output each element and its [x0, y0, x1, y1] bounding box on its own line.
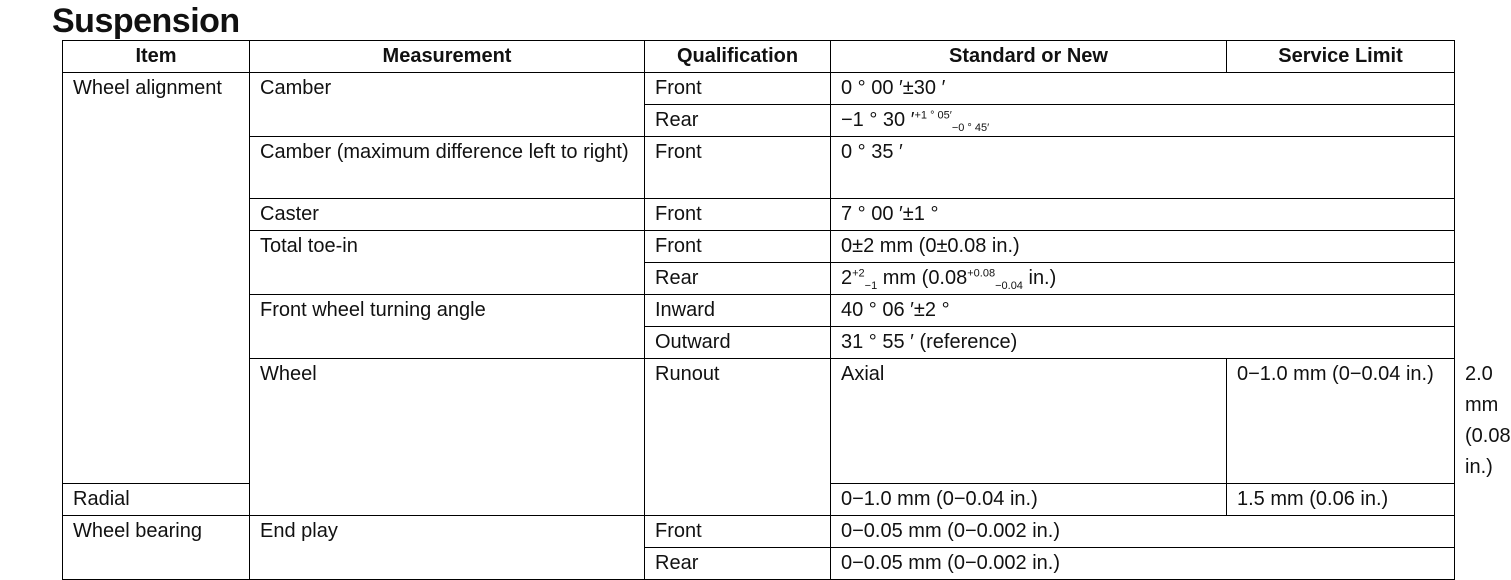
value-c: in.) [1022, 267, 1057, 289]
table-row [63, 295, 1455, 327]
value-main: −1 ° 30 ′ [841, 109, 915, 131]
standard-cell: 0−0.05 mm (0−0.002 in.) [831, 548, 1455, 580]
tolerance-minus: −0 ° 45′ [951, 122, 990, 134]
qualification-cell: Axial [831, 359, 1227, 484]
header-standard: Standard or New [831, 41, 1227, 73]
value-a: 2 [841, 267, 853, 289]
suspension-spec-table [62, 40, 1511, 580]
measurement-cell: Total toe-in [250, 231, 645, 295]
qualification-cell: Front [645, 73, 831, 105]
measurement-cell: Camber (maximum difference left to right) [250, 137, 645, 199]
standard-cell [831, 263, 1455, 295]
tolerance-plus: +1 ° 05′ [914, 109, 952, 122]
measurement-cell: Camber [250, 73, 645, 137]
item-cell: Wheel [250, 359, 645, 516]
table-row [63, 73, 1455, 105]
service-limit-cell: 1.5 mm (0.06 in.) [1227, 484, 1455, 516]
qualification-cell: Outward [645, 327, 831, 359]
standard-cell: 0−0.05 mm (0−0.002 in.) [831, 516, 1455, 548]
qualification-cell: Rear [645, 105, 831, 137]
standard-cell: 0−1.0 mm (0−0.04 in.) [1227, 359, 1455, 484]
value-b: mm (0.08 [877, 267, 968, 289]
tolerance-plus: +2 [852, 267, 865, 280]
tolerance-minus: −0.04 [995, 280, 1023, 292]
qualification-cell: Front [645, 231, 831, 263]
standard-cell: 31 ° 55 ′ (reference) [831, 327, 1455, 359]
standard-cell: 7 ° 00 ′±1 ° [831, 199, 1455, 231]
measurement-cell: Caster [250, 199, 645, 231]
standard-cell: 40 ° 06 ′±2 ° [831, 295, 1455, 327]
qualification-cell: Rear [645, 548, 831, 580]
tolerance-minus: −1 [864, 280, 878, 292]
table-row [63, 231, 1455, 263]
table-row: Wheel Runout Axial 0−1.0 mm (0−0.04 in.) 2.0 mm (0.08 in.) [63, 359, 1455, 484]
table-row [63, 137, 1455, 199]
qualification-cell: Inward [645, 295, 831, 327]
standard-cell: 0±2 mm (0±0.08 in.) [831, 231, 1455, 263]
standard-cell [831, 105, 1455, 137]
qualification-cell: Front [645, 137, 831, 199]
header-measurement: Measurement [250, 41, 645, 73]
header-qualification: Qualification [645, 41, 831, 73]
qualification-cell: Radial [63, 484, 250, 516]
header-row [63, 41, 1455, 73]
table-row [63, 516, 1455, 548]
table-row [63, 199, 1455, 231]
measurement-cell: Runout [645, 359, 831, 516]
qualification-cell: Front [645, 516, 831, 548]
measurement-cell: End play [250, 516, 645, 580]
standard-cell: 0 ° 00 ′±30 ′ [831, 73, 1455, 105]
standard-cell: 0 ° 35 ′ [831, 137, 1455, 199]
tolerance-plus: +0.08 [967, 267, 996, 280]
header-service-limit: Service Limit [1227, 41, 1455, 73]
qualification-cell: Front [645, 199, 831, 231]
page-title: Suspension [52, 2, 240, 40]
measurement-cell: Front wheel turning angle [250, 295, 645, 359]
qualification-cell: Rear [645, 263, 831, 295]
standard-cell: 0−1.0 mm (0−0.04 in.) [831, 484, 1227, 516]
header-item: Item [63, 41, 250, 73]
item-cell: Wheel bearing [63, 516, 250, 580]
item-cell: Wheel alignment [63, 73, 250, 484]
